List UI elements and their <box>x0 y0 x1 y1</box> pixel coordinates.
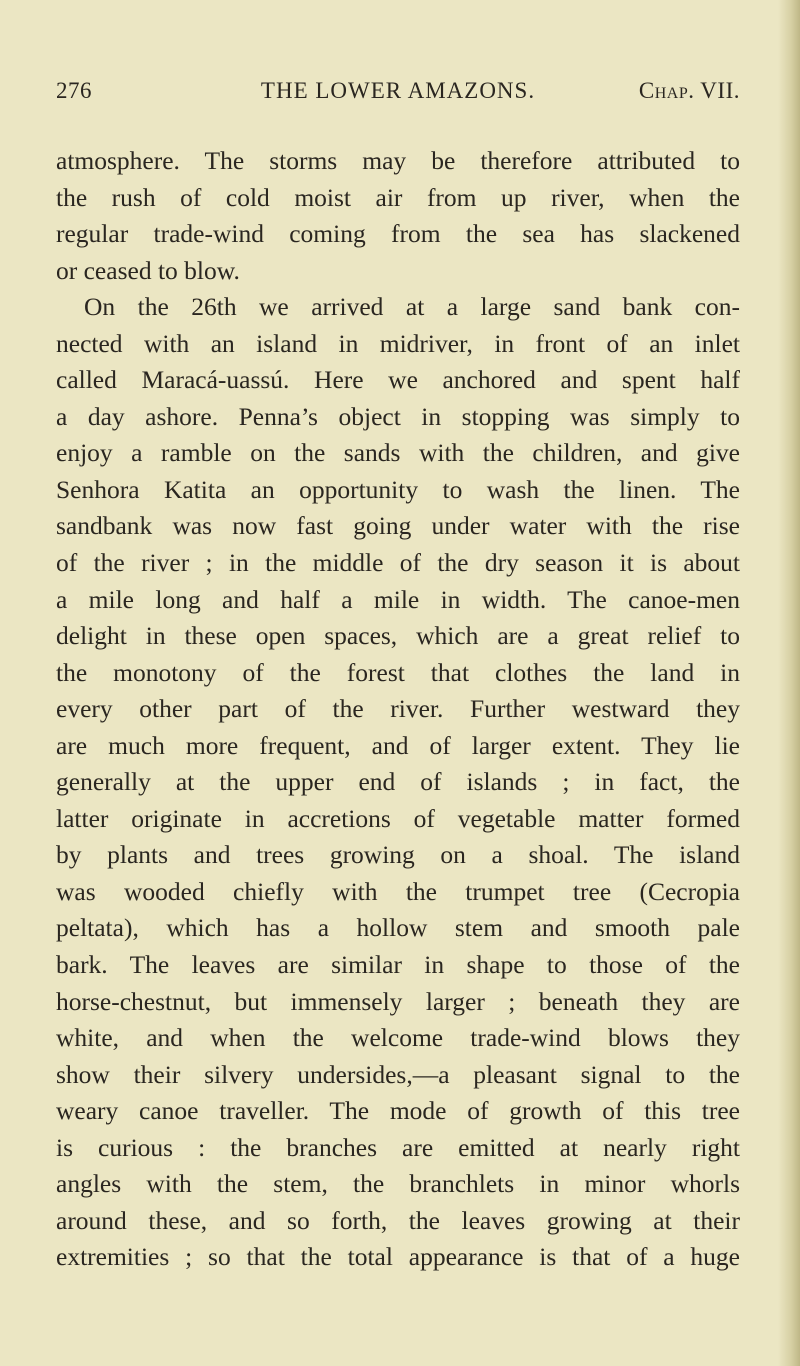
text-line: the rush of cold moist air from up river, when the <box>56 182 740 212</box>
text-line: white, and when the welcome trade-wind blows they <box>56 1023 740 1053</box>
body-text <box>56 143 740 1276</box>
text-line: Senhora Katita an opportunity to wash the linen. The <box>56 474 740 504</box>
text-line: weary canoe traveller. The mode of growth of this tree <box>56 1096 740 1126</box>
text-line: a day ashore. Penna’s object in stopping was simply to <box>56 401 740 431</box>
text-line: nected with an island in midriver, in front of an inlet <box>56 328 740 358</box>
text-line: bark. The leaves are similar in shape to those of the <box>56 950 740 980</box>
text-line: every other part of the river. Further westward they <box>56 694 740 724</box>
text-line: show their silvery undersides,—a pleasant signal to the <box>56 1059 740 1089</box>
text-line: called Maracá-uassú. Here we anchored and spent half <box>56 365 740 395</box>
text-line: horse-chestnut, but immensely larger ; beneath they are <box>56 986 740 1016</box>
text-line: regular trade-wind coming from the sea has slackened <box>56 219 740 249</box>
text-line: are much more frequent, and of larger extent. They lie <box>56 730 740 760</box>
text-line: enjoy a ramble on the sands with the children, and give <box>56 438 740 468</box>
text-line: latter originate in accretions of vegetable matter formed <box>56 803 740 833</box>
text-line: extremities ; so that the total appearance is that of a huge <box>56 1242 740 1272</box>
text-line: of the river ; in the middle of the dry season it is about <box>56 548 740 578</box>
chapter-label: Chap. VII. <box>638 78 740 103</box>
page-edge-shadow <box>778 0 800 1366</box>
text-line: is curious : the branches are emitted at nearly right <box>56 1132 740 1162</box>
text-line: peltata), which has a hollow stem and smooth pale <box>56 913 740 943</box>
text-line: On the 26th we arrived at a large sand bank con- <box>84 292 740 322</box>
text-line: the monotony of the forest that clothes the land in <box>56 657 740 687</box>
text-line: angles with the stem, the branchlets in minor whorls <box>56 1169 740 1199</box>
text-line: generally at the upper end of islands ; in fact, the <box>56 767 740 797</box>
text-line: was wooded chiefly with the trumpet tree (Cecropia <box>56 876 740 906</box>
text-line: by plants and trees growing on a shoal. The island <box>56 840 740 870</box>
text-line: delight in these open spaces, which are a great relief to <box>56 621 740 651</box>
running-title: THE LOWER AMAZONS. <box>260 78 536 103</box>
text-line: or ceased to blow. <box>56 255 240 285</box>
text-line: around these, and so forth, the leaves growing at their <box>56 1205 740 1235</box>
page-number: 276 <box>56 78 92 103</box>
text-line: sandbank was now fast going under water with the rise <box>56 511 740 541</box>
text-line: a mile long and half a mile in width. The canoe-men <box>56 584 740 614</box>
text-line: atmosphere. The storms may be therefore attributed to <box>56 146 740 175</box>
running-header <box>56 78 740 108</box>
